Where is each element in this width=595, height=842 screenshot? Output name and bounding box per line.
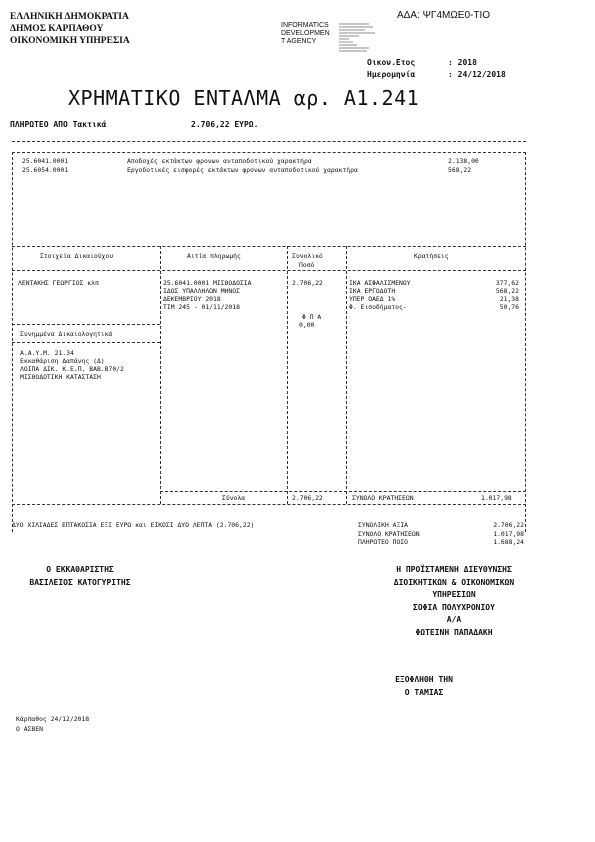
amount-in-words: ΔΥΟ ΧΙΛΙΑΔΕΣ ΕΠΤΑΚΟΣΙΑ ΕΞΙ ΕΥΡΩ και ΕΙΚΟΣΙ ΔΥΟ ΛΕΠΤΑ (2.706,22) — [12, 521, 255, 529]
signature-line: ΕΞΟΦΛΗΘΗ ΤΗΝ — [395, 675, 453, 684]
date-label: Ημερομηνία — [367, 70, 416, 79]
col-deductions: Κρατήσεις — [414, 252, 449, 260]
payable-label: ΠΛΗΡΩΤΕΟ ΑΠΟ Τακτικά — [10, 120, 107, 129]
org-line-service: ΟΙΚΟΝΟΜΙΚΗ ΥΠΗΡΕΣΙΑ — [10, 36, 130, 46]
summary-value: 1.688,24 — [493, 538, 524, 546]
account-code: 25.6054.0001 — [22, 166, 69, 174]
signature-line: ΣΟΦΙΑ ΠΟΛΥΧΡΟΝΙΟΥ — [413, 602, 495, 612]
attachment-item: Α.Α.Υ.Μ. 21.34 — [20, 349, 74, 357]
reason-line: ΔΕΚΕΜΒΡΙΟΥ 2018 — [163, 295, 221, 303]
signature-cashier — [374, 674, 474, 699]
footer-user: Ο ΑΣΒΕΝ — [16, 725, 43, 733]
payable-amount: 2.706,22 ΕΥΡΩ. — [191, 120, 259, 129]
ada-code: ΑΔΑ: ΨΓ4ΜΩΕ0-ΤΙΟ — [397, 10, 491, 21]
deduction-name: ΙΚΑ ΑΣΦΑΛΙΣΜΕΝΟΥ — [349, 279, 411, 287]
account-amount: 2.138,00 — [448, 157, 479, 165]
deduction-name: ΙΚΑ ΕΡΓΟΔΟΤΗ — [349, 287, 396, 295]
page-title: ΧΡΗΜΑΤΙΚΟ ΕΝΤΑΛΜΑ αρ. Α1.241 — [68, 86, 420, 110]
summary-row — [358, 538, 524, 547]
summary-row — [358, 530, 524, 539]
signature-left — [10, 564, 150, 589]
signature-line: Α/Α — [446, 615, 462, 624]
attachment-item: ΜΙΣΘΟΔΟΤΙΚΗ ΚΑΤΑΣΤΑΣΗ — [20, 373, 101, 381]
fpa-label: Φ Π Α — [302, 313, 322, 321]
reason-text — [163, 279, 252, 311]
deductions-list — [349, 279, 519, 311]
deduction-row — [349, 287, 519, 295]
deduction-value: 377,62 — [495, 279, 519, 287]
summary-label: ΣΥΝΟΛΙΚΗ ΑΞΙΑ — [358, 521, 409, 529]
beneficiary-name: ΛΕΝΤΑΚΗΣ ΓΕΩΡΓΙΟΣ κλπ — [18, 279, 99, 287]
footer-place-date: Κάρπαθος 24/12/2018 — [16, 715, 90, 723]
divider — [12, 152, 526, 153]
logo-line-3: T AGENCY — [281, 38, 317, 45]
column-separator — [346, 246, 347, 504]
sum-label: Σύνολα — [222, 494, 246, 502]
total-amount: 2.706,22 — [292, 279, 323, 287]
org-header — [10, 11, 130, 47]
account-desc: Αποδοχές εκτάκτων φρονων ανταποδοτικού χαρακτήρα — [127, 157, 312, 165]
reason-line: 25.6041.0001 ΜΙΣΘΟΔΟΣΙΑ — [163, 279, 252, 287]
summary-block — [358, 521, 524, 547]
sum-deductions-value: 1.017,98 — [481, 494, 512, 502]
logo-small-print-icon — [339, 22, 377, 58]
logo-line-1: INFORMATICS — [281, 22, 329, 29]
col-reason: Αιτία πληρωμής — [187, 252, 241, 260]
deduction-name: ΥΠΕΡ ΟΑΕΔ 1% — [349, 295, 396, 303]
deduction-row — [349, 279, 519, 287]
logo-line-2: DEVELOPMEN — [281, 30, 330, 37]
attachments-label: Συνημμένα Δικαιολογητικά — [20, 330, 113, 338]
signature-title: Ο ΕΚΚΑΘΑΡΙΣΤΗΣ — [46, 565, 114, 574]
signature-name: ΒΑΣΙΛΕΙΟΣ ΚΑΤΟΓΥΡΙΤΗΣ — [29, 577, 131, 587]
deduction-row — [349, 303, 519, 311]
column-separator — [160, 246, 161, 504]
divider — [160, 491, 526, 492]
summary-row — [358, 521, 524, 530]
attachment-item: ΛΟΙΠΑ ΔΙΚ. Κ.Ε.Π. ΒΑΒ.Β70/2 — [20, 365, 124, 373]
divider — [12, 504, 526, 505]
divider — [12, 324, 160, 325]
summary-label: ΣΥΝΟΛΟ ΚΡΑΤΗΣΕΩΝ — [358, 529, 420, 538]
deduction-value: 568,22 — [495, 287, 519, 295]
column-separator — [287, 246, 288, 504]
date-value: : 24/12/2018 — [448, 70, 506, 79]
account-desc: Εργοδοτικές εισφορές εκτάκτων φρονων ανταποδοτικού χαρακτήρα — [127, 166, 358, 174]
signature-line: ΦΩΤΕΙΝΗ ΠΑΠΑΔΑΚΗ — [415, 627, 493, 637]
reason-line: ΤΙΜ 245 - 01/11/2018 — [163, 303, 240, 311]
summary-value: 2.706,22 — [493, 521, 524, 529]
account-amount: 568,22 — [448, 166, 472, 174]
fpa-value: 0,00 — [299, 321, 315, 329]
org-line-municipality: ΔΗΜΟΣ ΚΑΡΠΑΘΟΥ — [10, 24, 104, 34]
col-total: Συνολικό — [292, 252, 323, 260]
divider — [12, 246, 526, 247]
summary-value: 1.017,98 — [493, 529, 524, 538]
logo-agency — [281, 22, 330, 46]
deduction-row — [349, 295, 519, 303]
table-border-right — [525, 152, 526, 532]
deduction-name: Φ. Εισοδήματος- — [349, 303, 407, 311]
fiscal-year-value: : 2018 — [448, 58, 477, 67]
deduction-value: 21,38 — [499, 295, 519, 303]
divider — [12, 342, 160, 343]
col-total-line2: Ποσό — [299, 261, 315, 269]
sum-total: 2.706,22 — [292, 494, 323, 502]
account-code: 25.6041.0001 — [22, 157, 69, 165]
signature-line: Ο ΤΑΜΙΑΣ — [404, 687, 444, 697]
signature-line: Η ΠΡΟΪΣΤΑΜΕΝΗ ΔΙΕΥΘΥΝΣΗΣ — [396, 565, 512, 574]
summary-label: ΠΛΗΡΩΤΕΟ ΠΟΣΟ — [358, 538, 409, 546]
deduction-value: 50,76 — [499, 303, 519, 311]
signature-line: ΥΠΗΡΕΣΙΩΝ — [432, 590, 476, 599]
divider — [12, 141, 526, 142]
fiscal-year-label: Οικον.Ετος — [367, 58, 416, 67]
org-line-country: ΕΛΛΗΝΙΚΗ ΔΗΜΟΚΡΑΤΙΑ — [10, 12, 129, 22]
attachment-item: Εκκαθάριση Δαπάνης (Δ) — [20, 357, 105, 365]
signature-right — [354, 564, 554, 639]
reason-line: ΙΔΟΣ ΥΠΑΛΛΗΛΩΝ ΜΗΝΟΣ — [163, 287, 240, 295]
signature-line: ΔΙΟΙΚΗΤΙΚΩΝ & ΟΙΚΟΝΟΜΙΚΩΝ — [393, 577, 515, 587]
col-beneficiary: Στοιχεία Δικαιούχου — [40, 252, 114, 260]
sum-deductions-label: ΣΥΝΟΛΟ ΚΡΑΤΗΣΕΩΝ — [352, 494, 414, 502]
attachments-list — [20, 349, 124, 381]
divider — [12, 270, 526, 271]
